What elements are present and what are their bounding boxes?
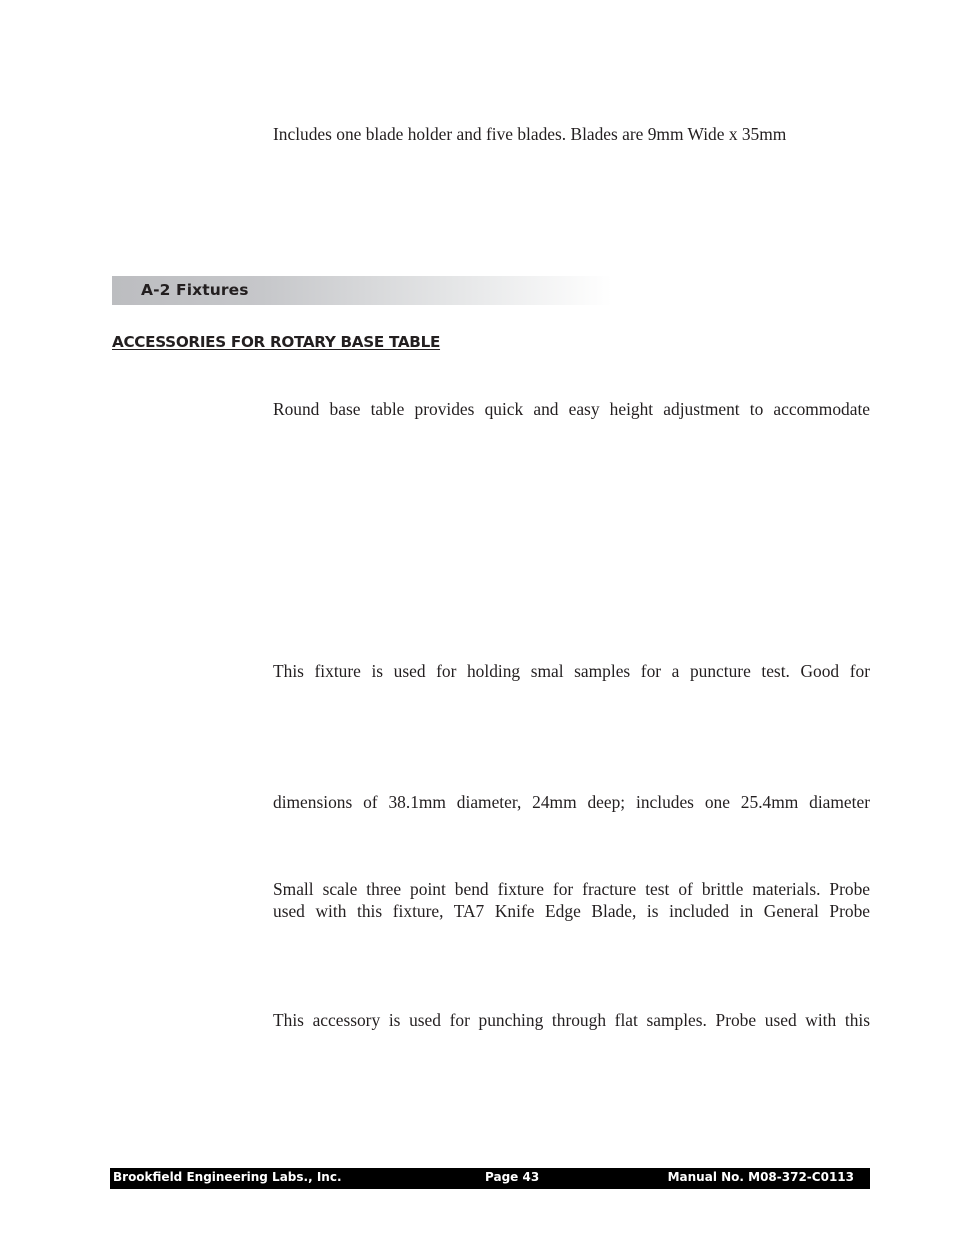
footer-manual-number: Manual No. M08-372-C0113 <box>667 1170 854 1184</box>
section-header-bar <box>112 276 612 305</box>
paragraph-puncture-fixture: This fixture is used for holding smal samples for a puncture test. Good for <box>273 661 870 681</box>
footer-company: Brookfield Engineering Labs., Inc. <box>113 1170 342 1184</box>
footer-page-number: Page 43 <box>485 1170 540 1184</box>
section-title: A-2 Fixtures <box>141 281 249 299</box>
paragraph-three-point-bend-line-1: Small scale three point bend fixture for fracture test of brittle materials. Probe <box>273 879 870 899</box>
subheading-rotary-base-table: ACCESSORIES FOR ROTARY BASE TABLE <box>112 333 441 351</box>
page-footer <box>110 1168 870 1189</box>
paragraph-punch-accessory: This accessory is used for punching through flat samples. Probe used with this <box>273 1010 870 1030</box>
paragraph-dimensions: dimensions of 38.1mm diameter, 24mm deep; includes one 25.4mm diameter <box>273 792 870 812</box>
paragraph-round-base-table: Round base table provides quick and easy height adjustment to accommodate <box>273 399 870 419</box>
paragraph-blade-holder: Includes one blade holder and five blades. Blades are 9mm Wide x 35mm <box>273 124 787 144</box>
paragraph-three-point-bend-line-2: used with this fixture, TA7 Knife Edge Blade, is included in General Probe <box>273 901 870 921</box>
